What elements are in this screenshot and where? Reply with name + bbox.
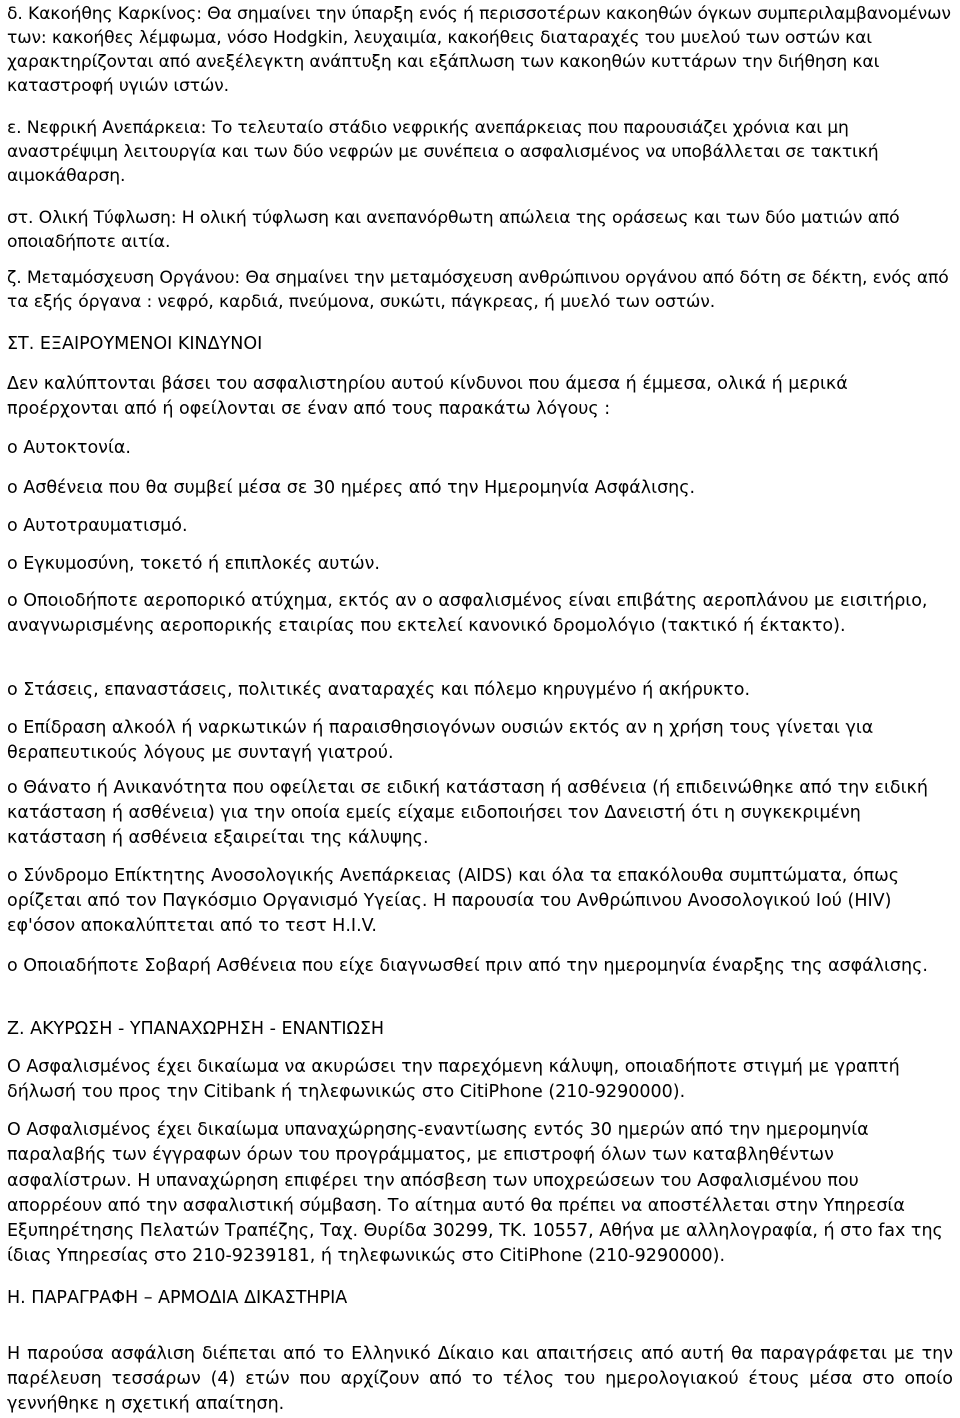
definition-total-blindness: στ. Ολική Τύφλωση: Η ολική τύφλωση και ανεπανόρθωτη απώλεια της οράσεως και των δύο ματιών από οποιαδήποτε αιτία.: [7, 208, 900, 252]
exclusions-heading: ΣΤ. ΕΞΑΙΡΟΥΜΕΝΟΙ ΚΙΝΔΥΝΟΙ: [7, 334, 263, 354]
exclusion-item-preexisting-condition: ο Θάνατο ή Ανικανότητα που οφείλεται σε ειδική κατάσταση ή ασθένεια (ή επιδεινώθηκε από την ειδική κατάσταση ή ασθένεια) για την οποία εμείς είχαμε ειδοποιήσει τον Δανειστή ότι η συγκεκριμένη κατάσταση ή ασθένεια εξαιρείται της κάλυψης.: [7, 778, 928, 848]
jurisdiction-heading: Η. ΠΑΡΑΓΡΑΦΗ – ΑΡΜΟΔΙΑ ΔΙΚΑΣΤΗΡΙΑ: [7, 1288, 348, 1308]
exclusions-intro: Δεν καλύπτονται βάσει του ασφαλιστηρίου αυτού κίνδυνοι που άμεσα ή έμμεσα, ολικά ή μερικά προέρχονται από ή οφείλονται σε έναν από τους παρακάτω λόγους :: [7, 374, 848, 419]
exclusion-item-serious-illness: ο Οποιαδήποτε Σοβαρή Ασθένεια που είχε διαγνωσθεί πριν από την ημερομηνία έναρξης της ασφάλισης.: [7, 956, 928, 976]
definition-malignant-cancer: δ. Κακοήθης Καρκίνος: Θα σημαίνει την ύπαρξη ενός ή περισσοτέρων κακοηθών όγκων συμπεριλαμβανομένων των: κακοήθες λέμφωμα, νόσο Hodgkin, λευχαιμία, κακοήθεις διαταραχές του μυελού των οστών και χαρακτηρίζονται από ανεξέλεγκτη ανάπτυξη και εξάπλωση των κακοηθών κυττάρων την διήθηση και καταστροφή υγιών ιστών.: [7, 4, 951, 96]
cancellation-heading: Ζ. ΑΚΥΡΩΣΗ - ΥΠΑΝΑΧΩΡΗΣΗ - ΕΝΑΝΤΙΩΣΗ: [7, 1019, 385, 1039]
exclusion-item-pregnancy: ο Εγκυμοσύνη, τοκετό ή επιπλοκές αυτών.: [7, 554, 380, 574]
exclusion-item-self-injury: ο Αυτοτραυματισμό.: [7, 516, 188, 536]
exclusion-item-illness-30-days: ο Ασθένεια που θα συμβεί μέσα σε 30 ημέρες από την Ημερομηνία Ασφάλισης.: [7, 478, 696, 498]
definition-organ-transplant: ζ. Μεταμόσχευση Οργάνου: Θα σημαίνει την μεταμόσχευση ανθρώπινου οργάνου από δότη σε δέκτη, ενός από τα εξής όργανα : νεφρό, καρδιά, πνεύμονα, συκώτι, πάγκρεας, ή μυελό των οστών.: [7, 268, 949, 312]
jurisdiction-paragraph: Η παρούσα ασφάλιση διέπεται από το Ελληνικό Δίκαιο και απαιτήσεις από αυτή θα παραγράφεται με την παρέλευση τεσσάρων (4) ετών που αρχίζουν από το τέλος του ημερολογιακού έτους μέσα στο οποίο γεννήθηκε η σχετική απαίτηση.: [7, 1344, 953, 1414]
definition-renal-failure: ε. Νεφρική Ανεπάρκεια: Το τελευταίο στάδιο νεφρικής ανεπάρκειας που παρουσιάζει χρόνια και μη αναστρέψιμη λειτουργία και των δύο νεφρών με συνέπεια ο ασφαλισμένος να υποβάλλεται σε τακτική αιμοκάθαρση.: [7, 118, 879, 186]
cancellation-paragraph-1: Ο Ασφαλισμένος έχει δικαίωμα να ακυρώσει την παρεχόμενη κάλυψη, οποιαδήποτε στιγμή με γραπτή δήλωσή του προς την Citibank ή τηλεφωνικώς στο CitiPhone (210-9290000).: [7, 1057, 900, 1102]
exclusion-item-riots-war: ο Στάσεις, επαναστάσεις, πολιτικές αναταραχές και πόλεμο κηρυγμένο ή ακήρυκτο.: [7, 680, 751, 700]
exclusion-item-alcohol-drugs: ο Επίδραση αλκοόλ ή ναρκωτικών ή παραισθησιογόνων ουσιών εκτός αν η χρήση τους γίνεται για θεραπευτικούς λόγους με συνταγή γιατρού.: [7, 718, 874, 763]
cancellation-paragraph-2: Ο Ασφαλισμένος έχει δικαίωμα υπαναχώρησης-εναντίωσης εντός 30 ημερών από την ημερομηνία παραλαβής των έγγραφων όρων του προγράμματος, με επιστροφή όλων των καταβληθέντων ασφαλίστρων. Η υπαναχώρηση επιφέρει την απόσβεση των υποχρεώσεων του Ασφαλισμένου που απορρέουν από την ασφαλιστική σύμβαση. Το αίτημα αυτό θα πρέπει να αποστέλλεται στην Υπηρεσία Εξυπηρέτησης Πελατών Τραπέζης, Ταχ. Θυρίδα 30299, ΤΚ. 10557, Αθήνα με αλληλογραφία, ή στο fax της ίδιας Υπηρεσίας στο 210-9239181, ή τηλεφωνικώς στο CitiPhone (210-9290000).: [7, 1120, 943, 1267]
exclusion-item-aids-hiv: ο Σύνδρομο Επίκτητης Ανοσολογικής Ανεπάρκειας (AIDS) και όλα τα επακόλουθα συμπτώματα, όπως ορίζεται από τον Παγκόσμιο Οργανισμό Υγείας. Η παρουσία του Ανθρώπινου Ανοσολογικού Ιού (HIV) εφ'όσον αποκαλύπτεται από το τεστ Η.Ι.V.: [7, 866, 900, 936]
exclusion-item-suicide: ο Αυτοκτονία.: [7, 438, 131, 458]
exclusion-item-air-accident: ο Οποιοδήποτε αεροπορικό ατύχημα, εκτός αν ο ασφαλισμένος είναι επιβάτης αεροπλάνου με εισιτήριο, αναγνωρισμένης αεροπορικής εταιρίας που εκτελεί κανονικό δρομολόγιο (τακτικό ή έκτακτο).: [7, 591, 928, 636]
